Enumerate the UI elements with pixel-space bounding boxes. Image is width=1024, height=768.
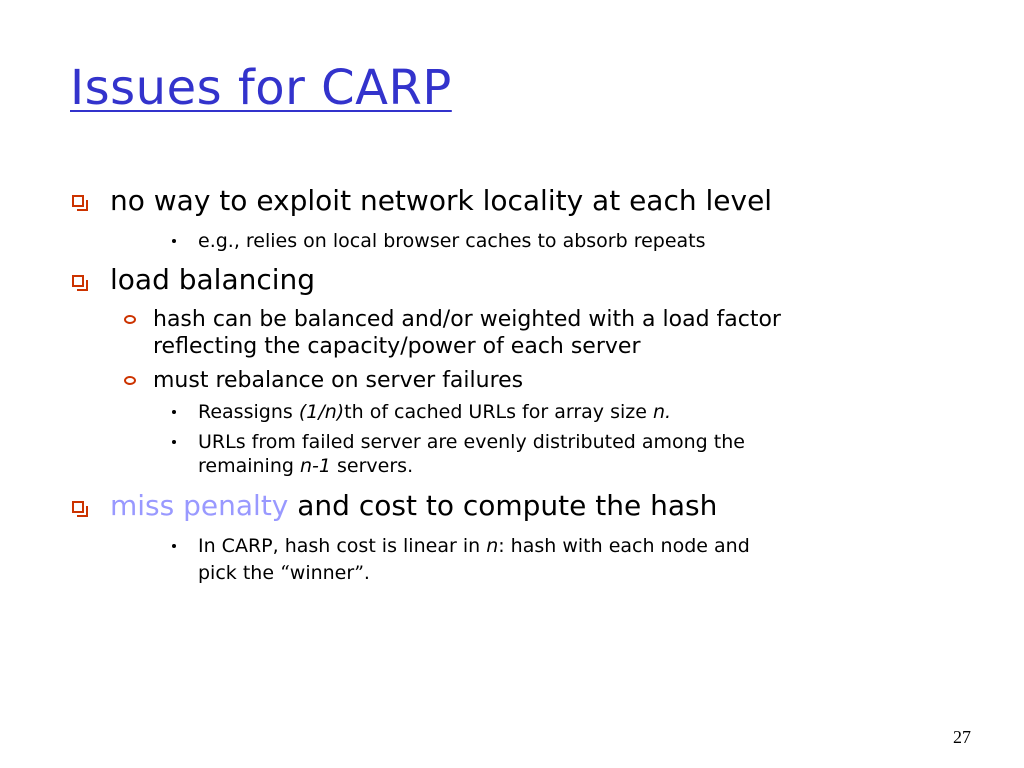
bullet-miss-penalty — [110, 489, 717, 523]
text-span: th of cached URLs for array size — [344, 401, 653, 423]
dot-bullet-icon — [172, 239, 176, 243]
text-span: pick the — [198, 562, 281, 584]
sub-bullet-rebalance: must rebalance on server failures — [153, 368, 524, 393]
hollow-circle-bullet-icon — [124, 376, 136, 385]
hollow-square-bullet-icon — [72, 501, 84, 513]
sub-sub-bullet-reassigns — [198, 400, 671, 424]
text-span: winner — [289, 562, 355, 584]
text-span: servers. — [330, 455, 414, 477]
text-span: : hash with each node and — [498, 535, 750, 557]
sub-bullet-hash-weighted-line1: hash can be balanced and/or weighted with a load factor — [153, 307, 781, 332]
text-span: and cost to compute the hash — [288, 489, 718, 522]
hollow-square-bullet-icon — [72, 275, 84, 287]
text-span: In CARP, hash cost is linear in — [198, 535, 487, 557]
open-quote: “ — [280, 562, 290, 584]
sub-bullet-hash-weighted-line2: reflecting the capacity/power of each server — [153, 334, 641, 359]
text-span: . — [363, 562, 370, 584]
italic-text-span: (1/n) — [298, 401, 345, 423]
sub-bullet-carp-hash-line1 — [198, 534, 750, 558]
sub-sub-bullet-urls-failed-line1: URLs from failed server are evenly distributed among the — [198, 431, 745, 453]
sub-sub-bullet-urls-failed-line2 — [198, 454, 413, 478]
hollow-square-bullet-icon — [72, 195, 84, 207]
italic-text-span: n-1 — [299, 455, 331, 477]
hollow-circle-bullet-icon — [124, 315, 136, 324]
dot-bullet-icon — [172, 410, 176, 414]
sub-bullet-carp-hash-line2 — [198, 561, 370, 585]
text-span: remaining — [198, 455, 300, 477]
dot-bullet-icon — [172, 544, 176, 548]
italic-text-span: n — [486, 535, 499, 557]
italic-text-span: n. — [652, 401, 672, 423]
sub-bullet-browser-caches: e.g., relies on local browser caches to absorb repeats — [198, 230, 706, 252]
text-span: Reassigns — [198, 401, 299, 423]
dot-bullet-icon — [172, 440, 176, 444]
highlighted-text: miss penalty — [110, 489, 289, 522]
bullet-network-locality: no way to exploit network locality at each level — [110, 184, 773, 217]
slide-title: Issues for CARP — [70, 60, 452, 116]
close-quote: ” — [354, 562, 364, 584]
page-number: 27 — [953, 727, 971, 747]
bullet-load-balancing: load balancing — [110, 263, 316, 296]
